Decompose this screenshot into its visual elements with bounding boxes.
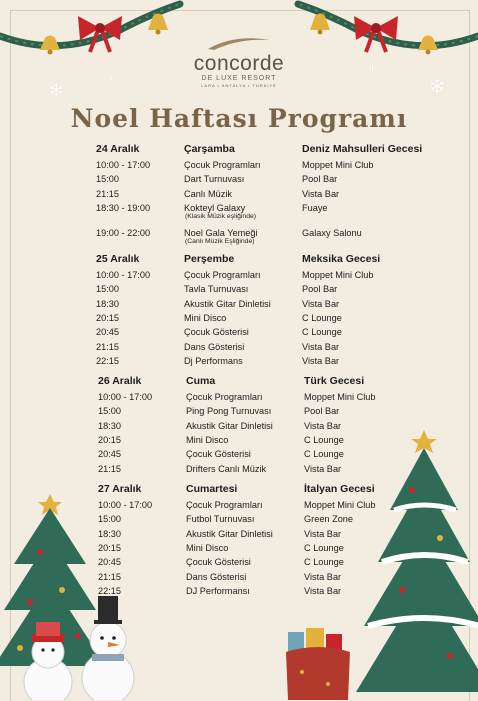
- event-name: DJ Performansı: [186, 585, 250, 596]
- event-venue: Vista Bar: [302, 188, 340, 199]
- event-venue: Pool Bar: [302, 284, 338, 295]
- event-venue: Moppet Mini Club: [302, 160, 374, 170]
- day-weekday: Çarşamba: [184, 143, 235, 155]
- event-name: Mini Disco: [186, 542, 229, 553]
- snowflake-icon: ❄: [48, 80, 65, 102]
- event-venue: Moppet Mini Club: [304, 500, 376, 510]
- event-time: 21:15: [98, 463, 121, 474]
- christmas-tree-right: [352, 430, 478, 700]
- event-time: 18:30: [96, 298, 119, 309]
- event-time: 10:00 - 17:00: [96, 160, 151, 170]
- event-name: Çocuk Gösterisi: [186, 557, 251, 568]
- event-name: Dart Turnuvası: [184, 174, 245, 185]
- event-venue: Galaxy Salonu: [302, 227, 362, 238]
- event-name: Tavla Turnuvası: [184, 284, 249, 295]
- event-name: Çocuk Gösterisi: [184, 327, 249, 338]
- event-venue: Vista Bar: [304, 420, 342, 431]
- day-date: 24 Aralık: [96, 143, 140, 155]
- snowflake-icon: ❄: [106, 72, 117, 86]
- event-time: 10:00 - 17:00: [98, 500, 153, 510]
- day-date: 26 Aralık: [98, 375, 142, 387]
- event-venue: C Lounge: [302, 312, 342, 323]
- event-venue: Moppet Mini Club: [302, 270, 374, 280]
- event-venue: C Lounge: [304, 542, 344, 553]
- event-name: Dans Gösterisi: [186, 571, 247, 582]
- event-venue: Vista Bar: [302, 341, 340, 352]
- event-name: Canlı Müzik: [184, 188, 232, 199]
- brand-subtitle: DE LUXE RESORT: [201, 75, 277, 82]
- event-name: Çocuk Gösterisi: [186, 449, 251, 460]
- event-venue: Vista Bar: [302, 298, 340, 309]
- event-venue: Vista Bar: [304, 571, 342, 582]
- event-time: 20:15: [98, 542, 121, 553]
- event-time: 21:15: [98, 571, 121, 582]
- event-name: Çocuk Programları: [184, 270, 261, 280]
- day-theme: Türk Gecesi: [304, 375, 365, 387]
- event-venue: Green Zone: [304, 514, 354, 525]
- event-time: 20:45: [98, 449, 121, 460]
- event-venue: Vista Bar: [304, 585, 342, 596]
- event-time: 10:00 - 17:00: [98, 392, 153, 402]
- event-venue: Pool Bar: [302, 174, 338, 185]
- event-venue: C Lounge: [304, 434, 344, 445]
- event-name: Çocuk Programları: [186, 500, 263, 510]
- event-name: Futbol Turnuvası: [186, 514, 255, 525]
- day-weekday: Cumartesi: [186, 483, 238, 495]
- event-venue: Vista Bar: [304, 528, 342, 539]
- snowflake-icon: ❄: [394, 91, 404, 103]
- day-weekday: Cuma: [186, 375, 216, 387]
- page-title: Noel Haftası Programı: [70, 104, 408, 133]
- event-venue: Fuaye: [302, 202, 328, 213]
- event-time: 20:45: [96, 327, 119, 338]
- event-time: 20:15: [96, 312, 119, 323]
- event-time: 22:15: [96, 355, 119, 366]
- event-time: 18:30: [98, 528, 121, 539]
- day-theme: Meksika Gecesi: [302, 253, 381, 265]
- event-name: Çocuk Programları: [186, 392, 263, 402]
- event-venue: Vista Bar: [302, 355, 340, 366]
- day-theme: İtalyan Gecesi: [304, 483, 375, 495]
- brand-name: concorde: [193, 52, 285, 75]
- snowflake-icon: ❄: [428, 74, 447, 99]
- event-time: 19:00 - 22:00: [96, 227, 151, 238]
- event-time: 20:45: [98, 557, 121, 568]
- event-venue: Pool Bar: [304, 406, 340, 417]
- event-name: Çocuk Programları: [184, 160, 261, 170]
- event-time: 15:00: [96, 174, 119, 185]
- gift-sack-illustration: [282, 628, 354, 700]
- event-venue: C Lounge: [302, 327, 342, 338]
- snowflake-icon: ❄: [368, 63, 378, 75]
- event-time: 10:00 - 17:00: [96, 270, 151, 280]
- event-time: 18:30: [98, 420, 121, 431]
- event-name: Akustik Gitar Dinletisi: [186, 528, 273, 539]
- event-time: 15:00: [98, 406, 121, 417]
- event-name: Akustik Gitar Dinletisi: [186, 420, 273, 431]
- event-venue: Vista Bar: [304, 463, 342, 474]
- event-time: 22:15: [98, 585, 121, 596]
- event-time: 18:30 - 19:00: [96, 202, 151, 213]
- event-venue: C Lounge: [304, 557, 344, 568]
- event-name: Ping Pong Turnuvası: [186, 406, 272, 417]
- event-name: Noel Gala Yemeği: [184, 227, 258, 238]
- event-name: Kokteyl Galaxy: [184, 202, 246, 213]
- event-time: 15:00: [98, 514, 121, 525]
- day-date: 25 Aralık: [96, 253, 140, 265]
- event-name: Mini Disco: [184, 312, 227, 323]
- event-time: 20:15: [98, 434, 121, 445]
- event-note: (Klasik Müzik eşliğinde): [185, 212, 257, 220]
- event-name: Mini Disco: [186, 434, 229, 445]
- event-name: Dj Performans: [184, 355, 243, 366]
- day-date: 27 Aralık: [98, 483, 142, 495]
- brand-logo: [0, 36, 478, 89]
- event-venue: C Lounge: [304, 449, 344, 460]
- event-time: 15:00: [96, 284, 119, 295]
- day-theme: Deniz Mahsulleri Gecesi: [302, 143, 423, 155]
- logo-swoosh-icon: [204, 36, 274, 52]
- event-note: (Canlı Müzik Eşliğinde): [185, 237, 255, 245]
- event-time: 21:15: [96, 341, 119, 352]
- event-name: Dans Gösterisi: [184, 341, 245, 352]
- event-name: Drifters Canlı Müzik: [186, 463, 267, 474]
- snowman-illustration: [10, 594, 158, 700]
- day-weekday: Perşembe: [184, 253, 235, 265]
- event-name: Akustik Gitar Dinletisi: [184, 298, 271, 309]
- event-venue: Moppet Mini Club: [304, 392, 376, 402]
- event-time: 21:15: [96, 188, 119, 199]
- brand-location: LARA • ANTALYA • TÜRKİYE: [201, 83, 277, 88]
